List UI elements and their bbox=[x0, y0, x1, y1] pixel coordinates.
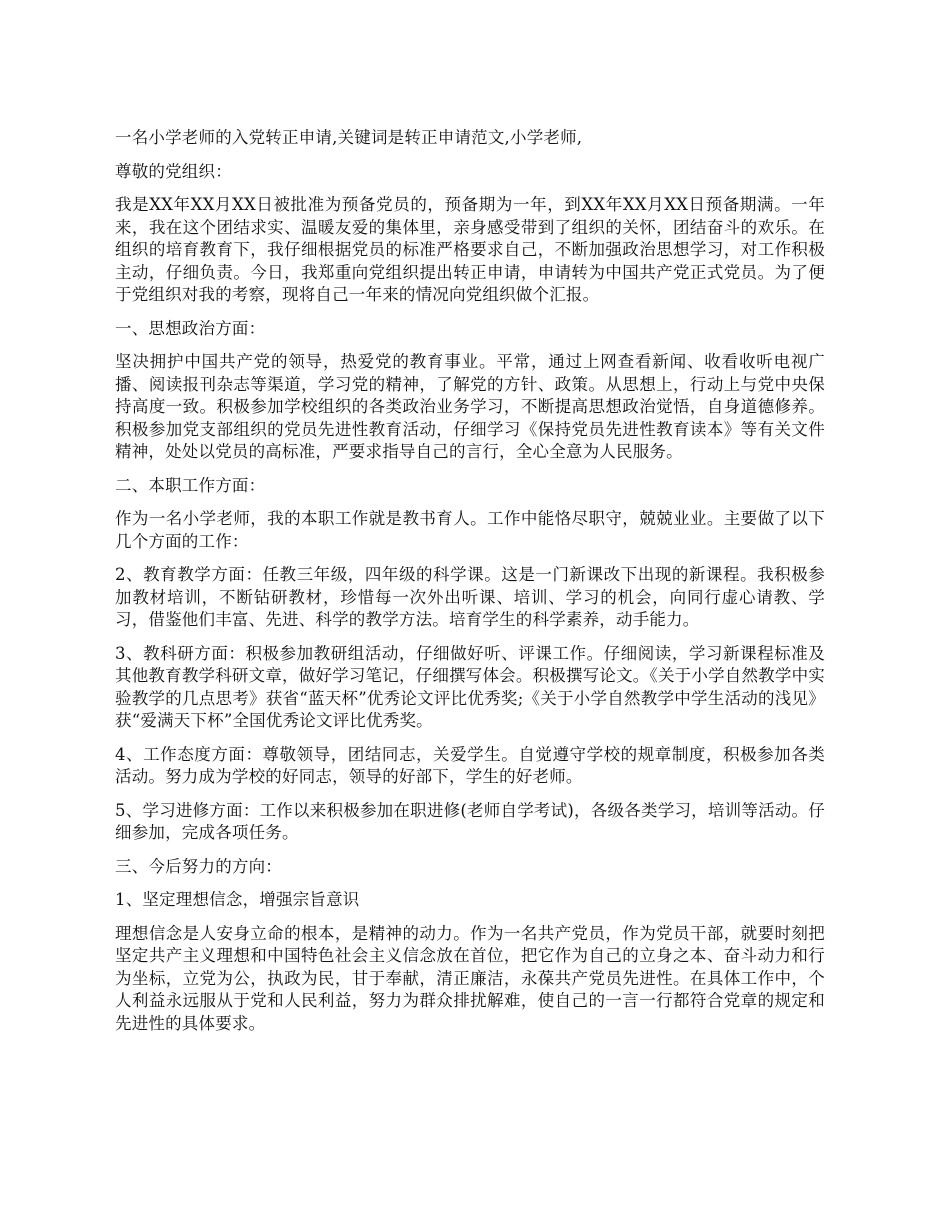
salutation: 尊敬的党组织： bbox=[115, 161, 232, 181]
work-item-study: 5、学习进修方面：工作以来积极参加在职进修(老师自学考试)，各级各类学习，培训等活动。仔细参加，完成各项任务。 bbox=[115, 800, 825, 842]
document-title-line: 一名小学老师的入党转正申请,关键词是转正申请范文,小学老师, bbox=[115, 128, 583, 147]
work-item-research: 3、教科研方面：积极参加教研组活动，仔细做好听、评课工作。仔细阅读，学习新课程标准及其他教育教学科研文章，做好学习笔记，仔细撰写体会。积极撰写论文。《关于小学自然教学中实验教学的几点思考》获省“蓝天杯”优秀论文评比优秀奖;《关于小学自然教学中学生活动的浅见》获“爱满天下杯”全国优秀论文评比优秀奖。 bbox=[115, 643, 825, 730]
work-item-attitude: 4、工作态度方面：尊敬领导，团结同志，关爱学生。自觉遵守学校的规章制度，积极参加各类活动。努力成为学校的好同志，领导的好部下，学生的好老师。 bbox=[115, 744, 825, 786]
section-body-political: 坚决拥护中国共产党的领导，热爱党的教育事业。平常，通过上网查看新闻、收看收听电视广播、阅读报刊杂志等渠道，学习党的精神，了解党的方针、政策。从思想上，行动上与党中央保持高度一致。积极参加学校组织的各类政治业务学习，不断提高思想政治觉悟，自身道德修养。积极参加党支部组织的党员先进性教育活动，仔细学习《保持党员先进性教育读本》等有关文件精神，处处以党员的高标准，严要求指导自己的言行，全心全意为人民服务。 bbox=[115, 352, 825, 461]
future-body-ideals: 理想信念是人安身立命的根本，是精神的动力。作为一名共产党员，作为党员干部，就要时刻把坚定共产主义理想和中国特色社会主义信念放在首位，把它作为自己的立身之本、奋斗动力和行为坐标，立党为公，执政为民，甘于奉献，清正廉洁，永葆共产党员先进性。在具体工作中，个人利益永远服从于党和人民利益，努力为群众排扰解难，使自己的一言一行都符合党章的规定和先进性的具体要求。 bbox=[115, 923, 825, 1033]
intro-paragraph: 我是XX年XX月XX日被批准为预备党员的，预备期为一年，到XX年XX月XX日预备期满。一年来，我在这个团结求实、温暖友爱的集体里，亲身感受带到了组织的关怀，团结奋斗的欢乐。在组织的培育教育下，我仔细根据党员的标准严格要求自己，不断加强政治思想学习，对工作积极主动，仔细负责。今日，我郑重向党组织提出转正申请，申请转为中国共产党正式党员。为了便于党组织对我的考察，现将自己一年来的情况向党组织做个汇报。 bbox=[115, 195, 825, 304]
section-heading-political: 一、思想政治方面： bbox=[115, 318, 266, 338]
section-heading-future: 三、今后努力的方向： bbox=[115, 856, 282, 876]
work-item-teaching: 2、教育教学方面：任教三年级，四年级的科学课。这是一门新课改下出现的新课程。我积极参加教材培训，不断钻研教材，珍惜每一次外出听课、培训、学习的机会，向同行虚心请教、学习，借鉴他们丰富、先进、科学的教学方法。培育学生的科学素养，动手能力。 bbox=[115, 565, 825, 629]
section-heading-work: 二、本职工作方面： bbox=[115, 475, 266, 495]
section-intro-work: 作为一名小学老师，我的本职工作就是教书育人。工作中能恪尽职守，兢兢业业。主要做了以下几个方面的工作： bbox=[115, 509, 825, 551]
future-subheading-ideals: 1、坚定理想信念，增强宗旨意识 bbox=[115, 890, 360, 909]
